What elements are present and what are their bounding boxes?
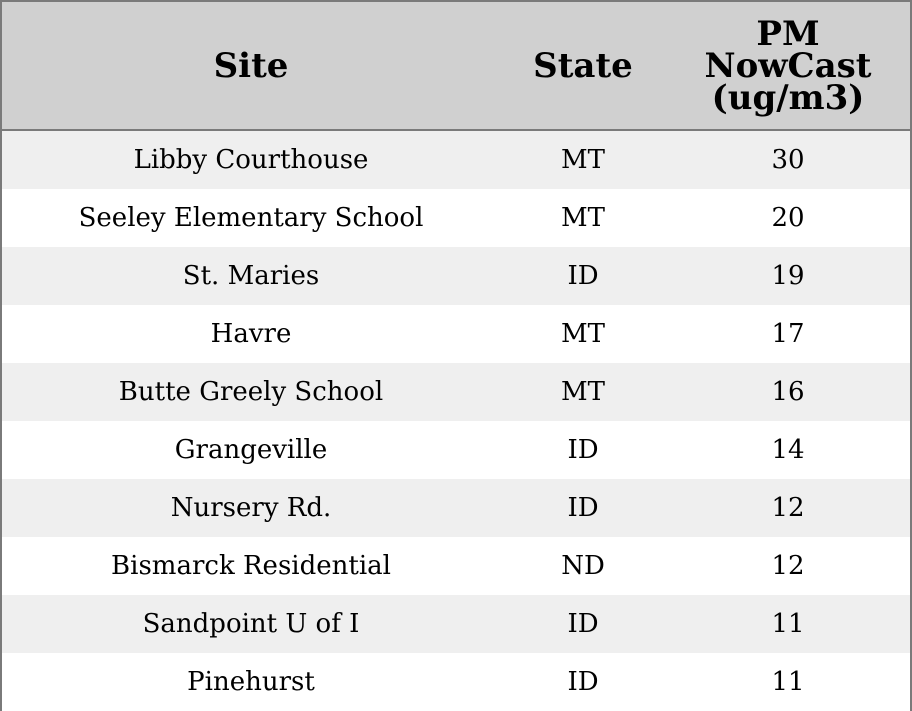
header-pm-line-3: (ug/m3)	[711, 77, 865, 118]
cell-state: ID	[567, 667, 599, 697]
cell-site: Seeley Elementary School	[78, 203, 424, 233]
cell-state: ID	[567, 435, 599, 465]
cell-pm-nowcast: 17	[771, 319, 805, 349]
table-body	[2, 131, 910, 711]
cell-site: Pinehurst	[187, 667, 315, 697]
cell-pm-nowcast: 20	[771, 203, 805, 233]
cell-state: ID	[567, 493, 599, 523]
table-row	[2, 305, 910, 363]
cell-state: ID	[567, 609, 599, 639]
cell-state: MT	[561, 203, 605, 233]
header-state-label: State	[533, 45, 633, 86]
header-state	[500, 2, 666, 129]
cell-pm-nowcast: 12	[771, 551, 805, 581]
cell-site: Grangeville	[174, 435, 328, 465]
cell-pm-nowcast: 19	[771, 261, 805, 291]
cell-site: Havre	[210, 319, 292, 349]
cell-pm-nowcast: 11	[771, 667, 805, 697]
cell-site: Bismarck Residential	[111, 551, 391, 581]
header-pm-line-1: PM	[756, 13, 820, 54]
cell-state: ID	[567, 261, 599, 291]
cell-state: MT	[561, 145, 605, 175]
header-pm-nowcast	[666, 2, 910, 129]
cell-pm-nowcast: 16	[771, 377, 805, 407]
table-row	[2, 189, 910, 247]
cell-pm-nowcast: 12	[771, 493, 805, 523]
table-header	[2, 2, 910, 131]
cell-state: ND	[561, 551, 605, 581]
cell-site: Libby Courthouse	[133, 145, 369, 175]
table-row	[2, 363, 910, 421]
cell-site: Sandpoint U of I	[142, 609, 360, 639]
cell-state: MT	[561, 319, 605, 349]
cell-pm-nowcast: 11	[771, 609, 805, 639]
cell-site: Butte Greely School	[118, 377, 384, 407]
table-row	[2, 537, 910, 595]
table-row	[2, 653, 910, 711]
header-site	[2, 2, 500, 129]
table-row	[2, 595, 910, 653]
table-row	[2, 131, 910, 189]
cell-site: St. Maries	[182, 261, 320, 291]
cell-site: Nursery Rd.	[170, 493, 332, 523]
table-row	[2, 479, 910, 537]
header-site-label: Site	[213, 45, 289, 86]
cell-pm-nowcast: 30	[771, 145, 805, 175]
table-row	[2, 247, 910, 305]
cell-state: MT	[561, 377, 605, 407]
header-pm-line-2: NowCast	[704, 45, 872, 86]
table-row	[2, 421, 910, 479]
cell-pm-nowcast: 14	[771, 435, 805, 465]
